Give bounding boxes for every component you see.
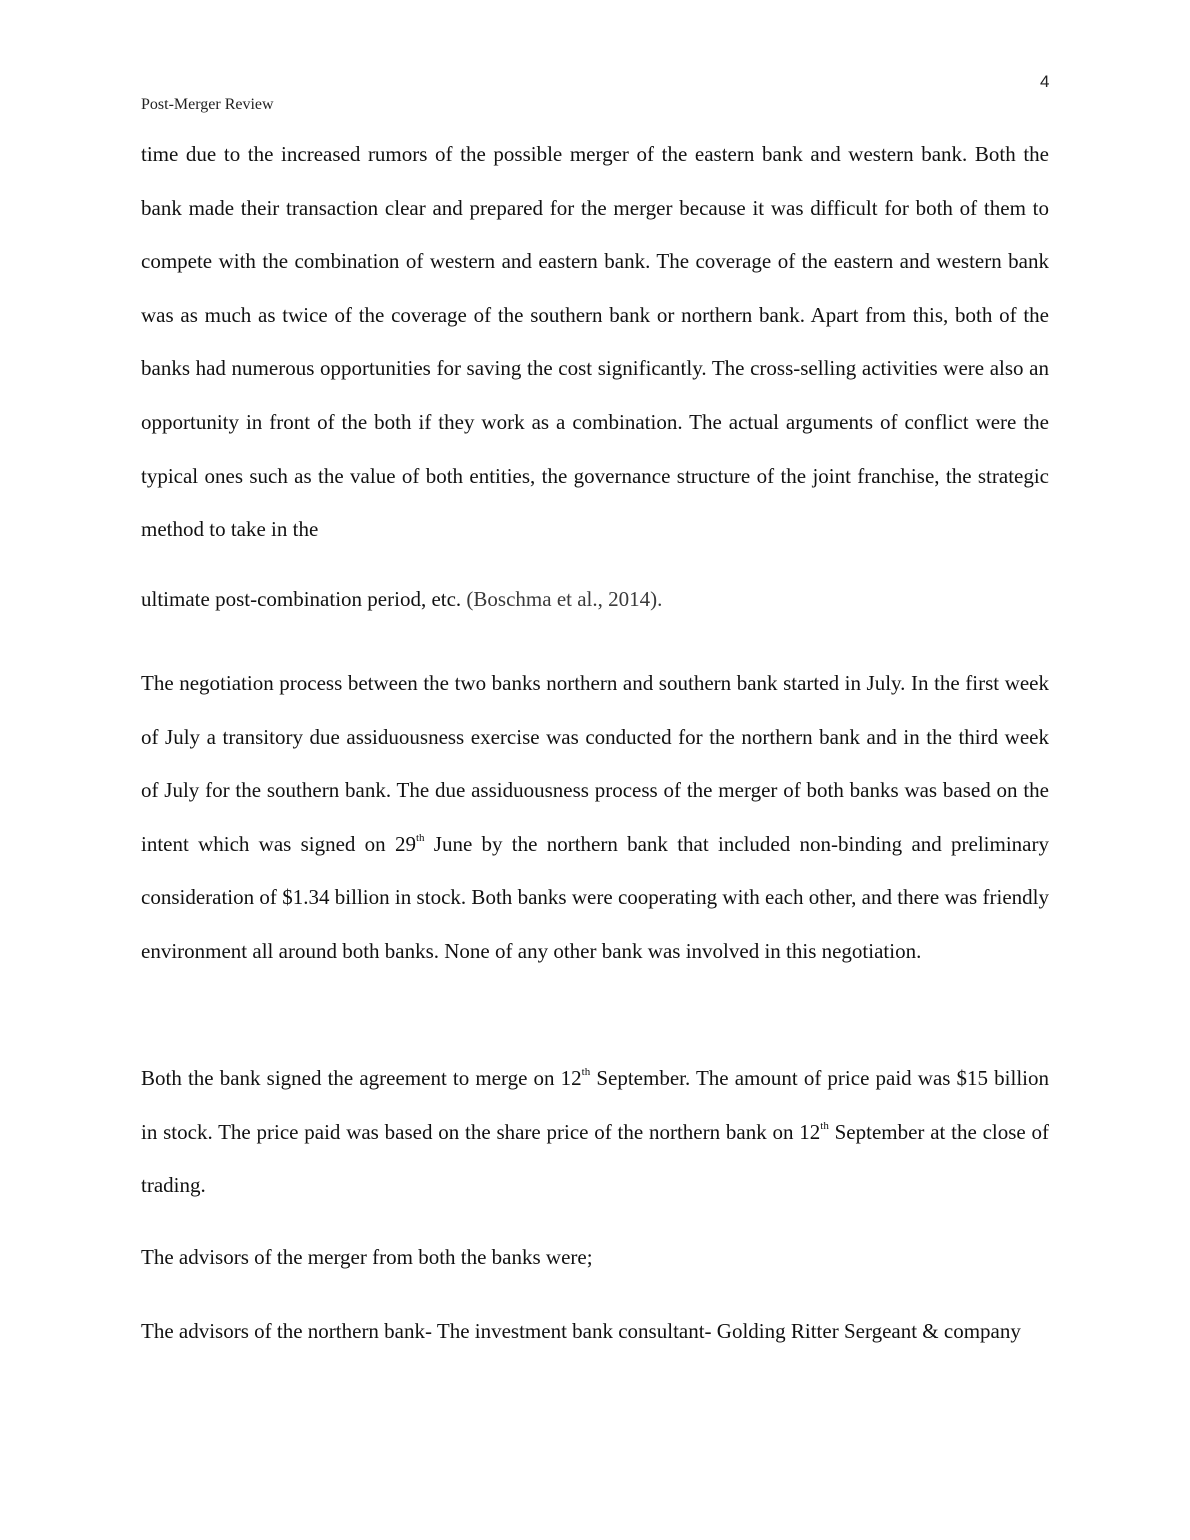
ordinal-superscript: th <box>581 1066 591 1078</box>
paragraph-3-part-1: Both the bank signed the agreement to merge on 12 <box>141 1066 582 1090</box>
paragraph-3-part-2: September. The amount of price paid was $15 billion in stock. The price paid was based on the share price of the northern bank on 12 <box>141 1066 1049 1144</box>
paragraph-4: The advisors of the merger from both the banks were; <box>141 1245 593 1269</box>
citation: (Boschma et al., 2014). <box>466 587 663 611</box>
paragraph-3 <box>141 1052 1049 1213</box>
paragraph-3-part-3: September at the close of trading. <box>141 1119 1049 1198</box>
ordinal-superscript: th <box>415 831 425 844</box>
page-number: 4 <box>1040 72 1050 91</box>
paragraph-1-continuation <box>141 573 1049 627</box>
ordinal-superscript: th <box>820 1119 829 1132</box>
paragraph-1-text-end: ultimate post-combination period, etc. <box>141 587 462 611</box>
paragraph-2 <box>141 657 1049 979</box>
paragraph-2-part-2: June by the northern bank that included non-binding and preliminary consideration of $1.34 billion in stock. Both banks were cooperating with each other, and there was friendly environment all around both banks. None of any other bank was involved in this negotiation. <box>141 831 1049 963</box>
paragraph-5: The advisors of the northern bank- The investment bank consultant- Golding Ritter Sergeant & company <box>141 1319 1021 1343</box>
paragraph-1: time due to the increased rumors of the possible merger of the eastern bank and western bank. Both the bank made their transaction clear and prepared for the merger because it was difficult for both of them to compete with the combination of western and eastern bank. The coverage of the eastern and western bank was as much as twice of the coverage of the southern bank or northern bank. Apart from this, both of the banks had numerous opportunities for saving the cost significantly. The cross-selling activities were also an opportunity in front of the both if they work as a combination. The actual arguments of conflict were the typical ones such as the value of both entities, the governance structure of the joint franchise, the strategic method to take in the <box>141 142 1049 542</box>
paragraph-2-part-1: The negotiation process between the two banks northern and southern bank started in July. In the first week of July a transitory due assiduousness exercise was conducted for the northern bank and in the third week of July for the southern bank. The due assiduousness process of the merger of both banks was based on the intent which was signed on 29 <box>141 671 1049 856</box>
running-head: Post-Merger Review <box>141 96 274 113</box>
